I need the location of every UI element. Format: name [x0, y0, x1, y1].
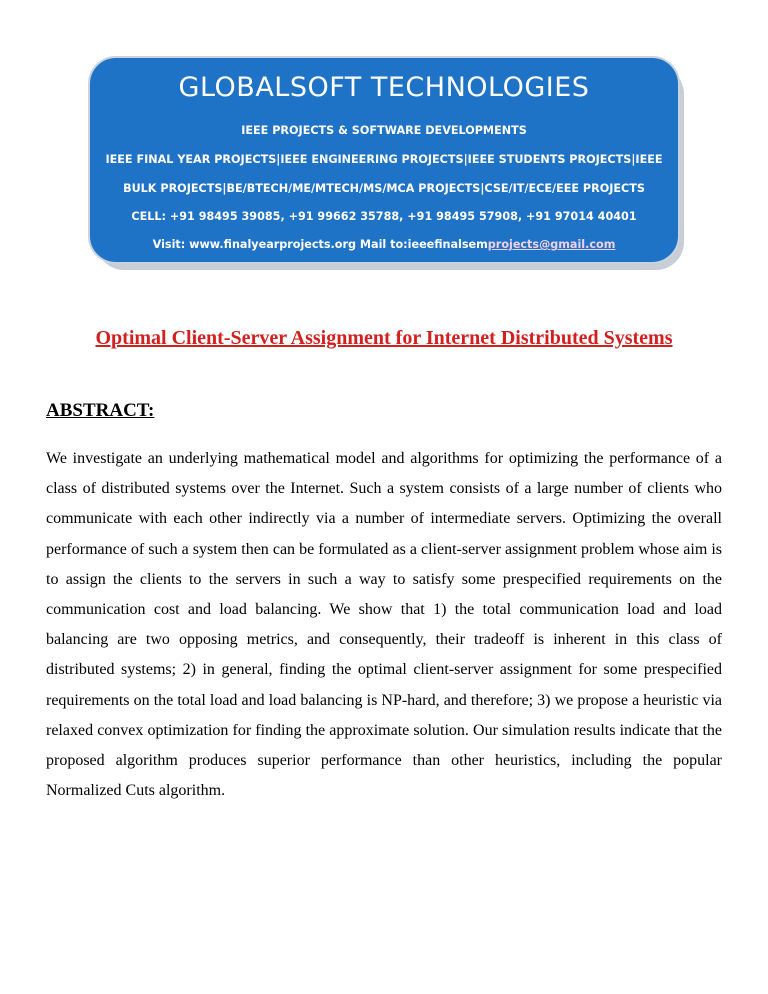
- banner-tagline: IEEE PROJECTS & SOFTWARE DEVELOPMENTS: [241, 124, 527, 137]
- abstract-body: We investigate an underlying mathematical model and algorithms for optimizing the performance of a class of distributed systems over the Internet. Such a system consists of a large number of clients who communicate with each other indirectly via a number of intermediate servers. Optimizing the overall performance of such a system then can be formulated as a client-server assignment problem whose aim is to assign the clients to the servers in such a way to satisfy some prespecified requirements on the communication cost and load balancing. We show that 1) the total communication load and load balancing are two opposing metrics, and consequently, their tradeoff is inherent in this class of distributed systems; 2) in general, finding the optimal client-server assignment for some prespecified requirements on the total load and load balancing is NP-hard, and therefore; 3) we propose a heuristic via relaxed convex optimization for finding the approximate solution. Our simulation results indicate that the proposed algorithm produces superior performance than other heuristics, including the popular Normalized Cuts algorithm.: [46, 450, 722, 800]
- banner-bulk-projects-line: BULK PROJECTS|BE/BTECH/ME/MTECH/MS/MCA PROJECTS|CSE/IT/ECE/EEE PROJECTS: [123, 182, 645, 195]
- email-link[interactable]: projects@gmail.com: [487, 238, 616, 251]
- paper-title: Optimal Client-Server Assignment for Internet Distributed Systems: [95, 327, 673, 349]
- banner-projects-line: IEEE FINAL YEAR PROJECTS|IEEE ENGINEERING PROJECTS|IEEE STUDENTS PROJECTS|IEEE: [105, 153, 663, 166]
- company-name: GLOBALSOFT TECHNOLOGIES: [178, 72, 590, 103]
- banner-contact-line: [90, 238, 678, 251]
- banner-visit-mail-text: Visit: www.finalyearprojects.org Mail to:ieeefinalsem: [152, 238, 488, 251]
- abstract-heading: ABSTRACT:: [46, 400, 155, 421]
- banner-phone-numbers: CELL: +91 98495 39085, +91 99662 35788, +91 98495 57908, +91 97014 40401: [131, 210, 637, 223]
- company-banner: [88, 56, 680, 264]
